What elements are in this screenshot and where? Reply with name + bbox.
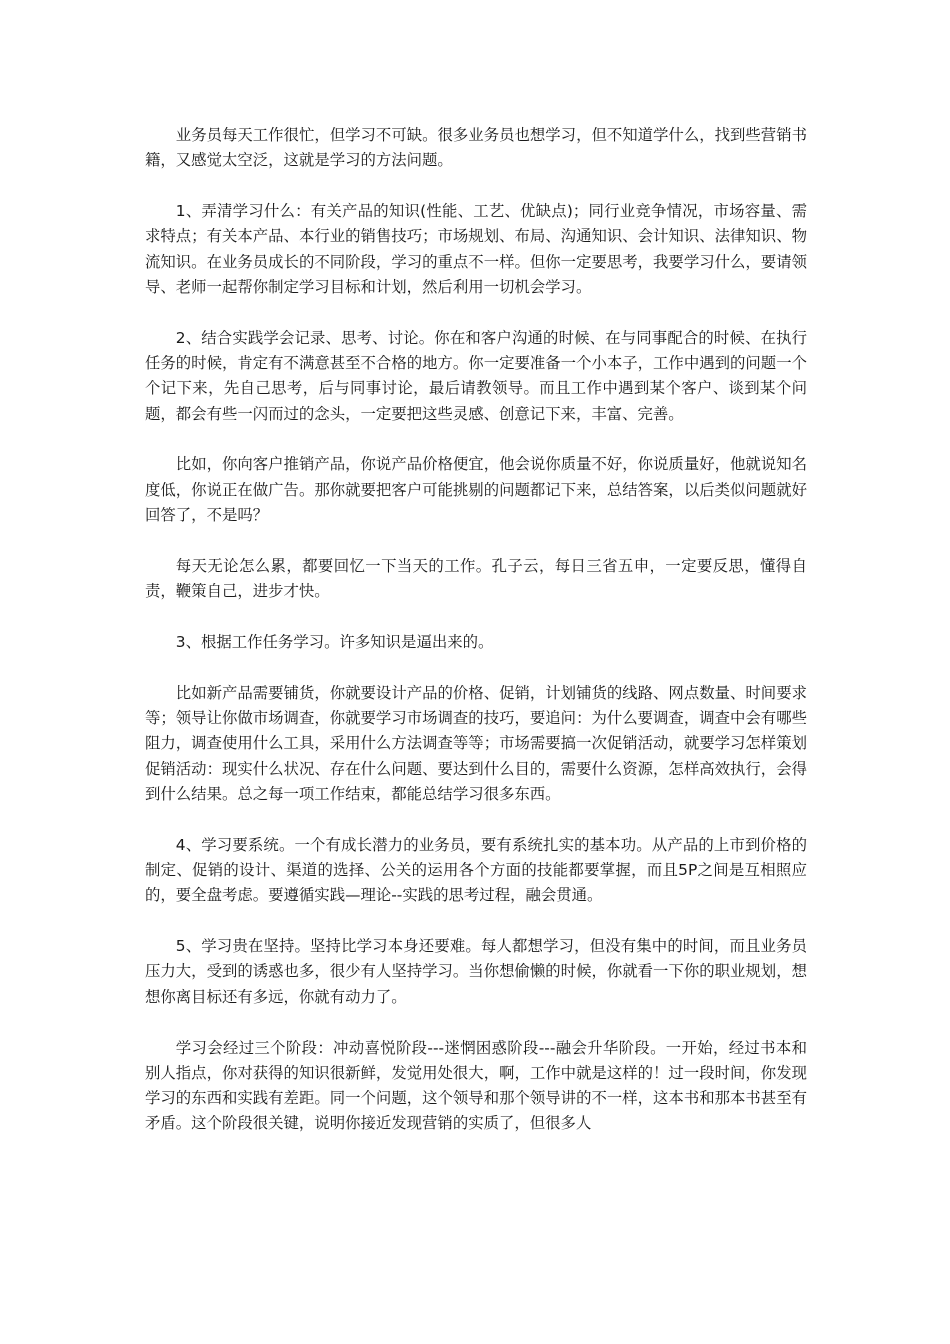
paragraph-point-2: 2、结合实践学会记录、思考、讨论。你在和客户沟通的时候、在与同事配合的时候、在执行任务的时候，肯定有不满意甚至不合格的地方。你一定要准备一个小本子，工作中遇到的问题一个个记下来，先自己思考，后与同事讨论，最后请教领导。而且工作中遇到某个客户、谈到某个问题，都会有些一闪而过的念头，一定要把这些灵感、创意记下来，丰富、完善。 <box>145 328 807 423</box>
paragraph-stages: 学习会经过三个阶段：冲动喜悦阶段---迷惘困惑阶段---融会升华阶段。一开始，经过书本和别人指点，你对获得的知识很新鲜，发觉用处很大，啊，工作中就是这样的！过一段时间，你发现学习的东西和实践有差距。同一个问题，这个领导和那个领导讲的不一样，这本书和那本书甚至有矛盾。这个阶段很关键，说明你接近发现营销的实质了，但很多人 <box>145 1038 807 1133</box>
paragraph-daily-review: 每天无论怎么累，都要回忆一下当天的工作。孔子云，每日三省五申，一定要反思，懂得自责，鞭策自己，进步才快。 <box>145 556 807 601</box>
document-body <box>145 123 807 1162</box>
paragraph-point-1: 1、弄清学习什么：有关产品的知识(性能、工艺、优缺点)；同行业竞争情况，市场容量、需求特点；有关本产品、本行业的销售技巧；市场规划、布局、沟通知识、会计知识、法律知识、物流知识。在业务员成长的不同阶段，学习的重点不一样。但你一定要思考，我要学习什么，要请领导、老师一起帮你制定学习目标和计划，然后利用一切机会学习。 <box>145 202 807 296</box>
paragraph-point-4: 4、学习要系统。一个有成长潜力的业务员，要有系统扎实的基本功。从产品的上市到价格的制定、促销的设计、渠道的选择、公关的运用各个方面的技能都要掌握，而且5P之间是互相照应的，要全盘考虑。要遵循实践—理论--实践的思考过程，融会贯通。 <box>145 835 807 905</box>
paragraph-example-2: 比如新产品需要铺货，你就要设计产品的价格、促销，计划铺货的线路、网点数量、时间要求等；领导让你做市场调查，你就要学习市场调查的技巧，要追问：为什么要调查，调查中会有哪些阻力，调查使用什么工具，采用什么方法调查等等；市场需要搞一次促销活动，就要学习怎样策划促销活动：现实什么状况、存在什么问题、要达到什么目的，需要什么资源，怎样高效执行，会得到什么结果。总之每一项工作结束，都能总结学习很多东西。 <box>145 683 807 803</box>
paragraph-point-3: 3、根据工作任务学习。许多知识是逼出来的。 <box>175 632 494 651</box>
paragraph-example-1: 比如，你向客户推销产品，你说产品价格便宜，他会说你质量不好，你说质量好，他就说知名度低，你说正在做广告。那你就要把客户可能挑剔的问题都记下来，总结答案，以后类似问题就好回答了，不是吗？ <box>145 455 807 525</box>
paragraph-point-5: 5、学习贵在坚持。坚持比学习本身还要难。每人都想学习，但没有集中的时间，而且业务员压力大，受到的诱惑也多，很少有人坚持学习。当你想偷懒的时候，你就看一下你的职业规划，想想你离目标还有多远，你就有动力了。 <box>145 937 807 1006</box>
paragraph-intro: 业务员每天工作很忙，但学习不可缺。很多业务员也想学习，但不知道学什么，找到些营销书籍，又感觉太空泛，这就是学习的方法问题。 <box>145 126 807 170</box>
